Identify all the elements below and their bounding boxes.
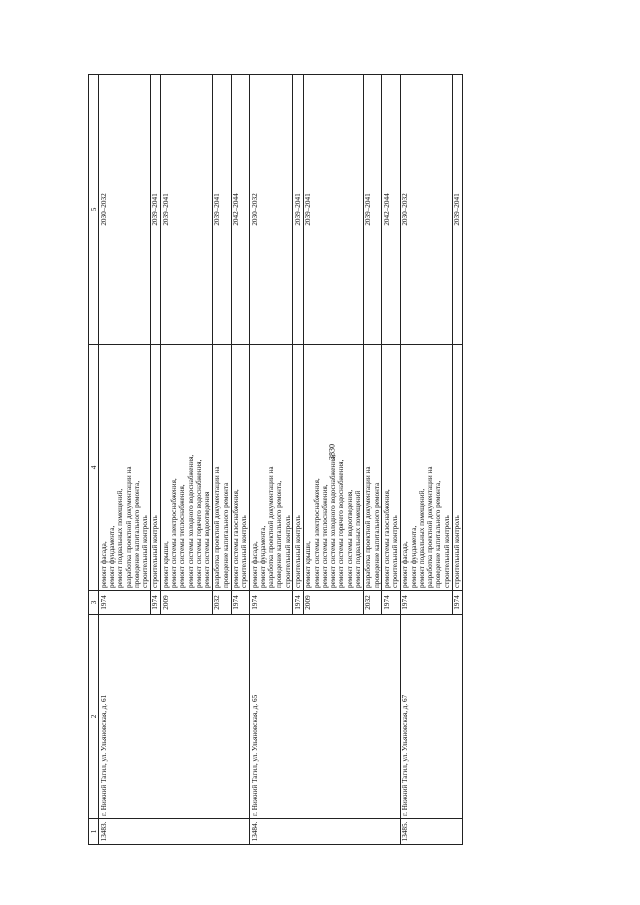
period-cell: 2039–2041 — [452, 75, 462, 345]
period-cell: 2042–2044 — [231, 75, 250, 345]
work-item: строительный контроль — [240, 515, 249, 588]
work-item: строительный контроль — [141, 515, 150, 588]
works-cell — [150, 345, 160, 591]
work-item: разработка проектной документации на — [267, 466, 276, 588]
work-item: ремонт системы электроснабжения, — [170, 478, 179, 588]
period-cell: 2039–2041 — [303, 75, 363, 345]
work-item: проведение капитального ремонта, — [275, 480, 284, 588]
year-cell: 1974 — [400, 591, 452, 615]
work-item: разработка проектной документации на — [364, 466, 373, 588]
entry-number: 13483. — [99, 819, 250, 845]
period-cell: 2042–2044 — [382, 75, 401, 345]
work-item: ремонт системы электроснабжения, — [312, 478, 321, 588]
works-cell — [400, 345, 452, 591]
work-item: ремонт системы горячего водоснабжения, — [337, 459, 346, 588]
table-row — [99, 75, 151, 845]
entry-address: г. Нижний Тагил, ул. Ульяновская, д. 61 — [99, 615, 250, 819]
period-cell: 2039–2041 — [161, 75, 213, 345]
work-item: строительный контроль — [453, 515, 462, 588]
entry-address: г. Нижний Тагил, ул. Ульяновская, д. 65 — [250, 615, 401, 819]
work-item: разработка проектной документации на — [124, 466, 133, 588]
year-cell: 2032 — [212, 591, 231, 615]
year-cell: 1974 — [250, 591, 293, 615]
works-cell — [293, 345, 303, 591]
table-row — [400, 75, 452, 845]
year-cell: 1974 — [231, 591, 250, 615]
work-item: проведение капитального ремонта — [221, 482, 230, 588]
works-cell — [99, 345, 151, 591]
work-item: ремонт системы холодного водоснабжения, — [186, 454, 195, 588]
works-cell — [303, 345, 363, 591]
period-cell: 2039–2041 — [150, 75, 160, 345]
period-cell: 2039–2041 — [212, 75, 231, 345]
period-cell: 2030–2032 — [250, 75, 293, 345]
year-cell: 2009 — [303, 591, 363, 615]
work-item: ремонт системы теплоснабжения, — [320, 484, 329, 588]
work-item: ремонт подвальных помещений, — [116, 488, 125, 588]
year-cell: 1974 — [293, 591, 303, 615]
work-item: проведение капитального ремонта, — [132, 480, 141, 588]
work-item: ремонт системы водоотведения, — [345, 489, 354, 588]
work-item: строительный контроль — [391, 515, 400, 588]
header-col-5: 5 — [89, 75, 99, 345]
work-item: ремонт подвальных помещений, — [417, 488, 426, 588]
entry-number: 13484. — [250, 819, 401, 845]
year-cell: 1974 — [382, 591, 401, 615]
year-cell: 2009 — [161, 591, 213, 615]
work-item: ремонт системы газоснабжения, — [232, 489, 240, 588]
year-cell: 1974 — [150, 591, 160, 615]
page-number: 3830 — [327, 444, 337, 460]
work-item: строительный контроль — [283, 515, 292, 588]
period-cell: 2039–2041 — [363, 75, 382, 345]
period-cell: 2030–2032 — [400, 75, 452, 345]
work-item: разработка проектной документации на — [426, 466, 435, 588]
work-item: ремонт фундамента, — [108, 525, 117, 588]
year-cell: 1974 — [452, 591, 462, 615]
works-cell — [382, 345, 401, 591]
period-cell: 2030–2032 — [99, 75, 151, 345]
repair-schedule-table — [88, 74, 463, 845]
header-col-3: 3 — [89, 591, 99, 615]
work-item: строительный контроль — [442, 515, 451, 588]
work-item: ремонт системы газоснабжения, — [382, 489, 391, 588]
entry-number: 13485. — [400, 819, 462, 845]
year-cell: 2032 — [363, 591, 382, 615]
work-item: ремонт фундамента, — [409, 525, 418, 588]
work-item: ремонт системы водоотведения — [203, 491, 212, 588]
work-item: ремонт системы холодного водоснабжения, — [329, 454, 338, 588]
work-item: ремонт фасада, — [250, 541, 259, 588]
works-cell — [212, 345, 231, 591]
work-item: проведение капитального ремонта, — [434, 480, 443, 588]
work-item: строительный контроль — [293, 515, 302, 588]
year-cell: 1974 — [99, 591, 151, 615]
header-col-1: 1 — [89, 819, 99, 845]
work-item: ремонт системы горячего водоснабжения, — [194, 459, 203, 588]
work-item: ремонт фасада, — [99, 541, 108, 588]
header-col-4: 4 — [89, 345, 99, 591]
work-item: строительный контроль — [151, 515, 160, 588]
works-cell — [363, 345, 382, 591]
works-cell — [161, 345, 213, 591]
work-item: ремонт подвальных помещений — [353, 490, 362, 588]
entry-address: г. Нижний Тагил, ул. Ульяновская, д. 67 — [400, 615, 462, 819]
work-item: ремонт крыши, — [304, 541, 313, 588]
work-item: ремонт системы теплоснабжения, — [178, 484, 187, 588]
work-item: ремонт фасада, — [401, 541, 410, 588]
work-item: ремонт фундамента, — [258, 525, 267, 588]
work-item: проведение капитального ремонта — [372, 482, 381, 588]
table-body — [99, 75, 463, 845]
header-row — [89, 75, 99, 845]
work-item: ремонт крыши, — [161, 541, 170, 588]
header-col-2: 2 — [89, 615, 99, 819]
rotated-table-container — [88, 75, 566, 845]
table-row — [250, 75, 293, 845]
period-cell: 2039–2041 — [293, 75, 303, 345]
work-item: разработка проектной документации на — [213, 466, 222, 588]
works-cell — [452, 345, 462, 591]
works-cell — [231, 345, 250, 591]
works-cell — [250, 345, 293, 591]
